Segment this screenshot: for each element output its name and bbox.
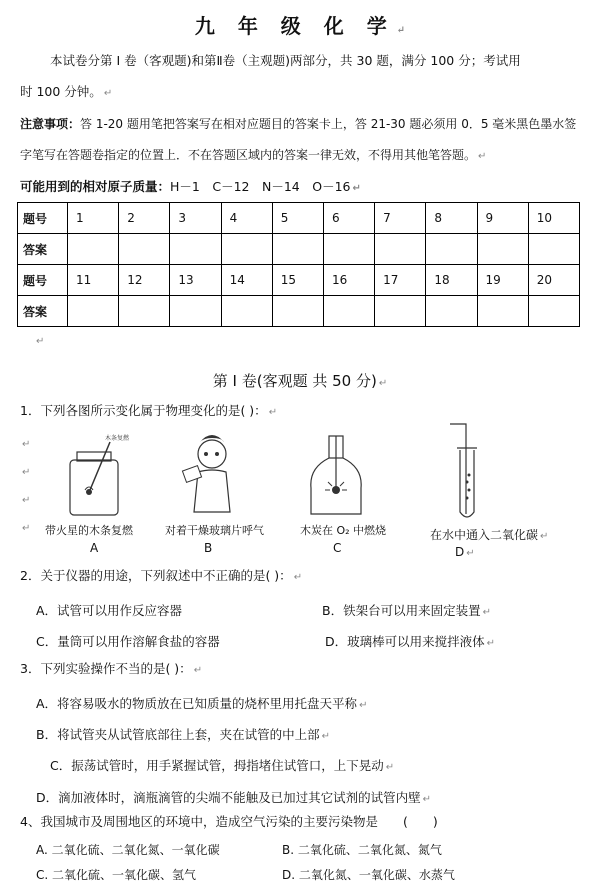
return-marks: ↵ ↵ ↵ ↵	[22, 439, 31, 534]
header-cell-answer: 答案	[18, 234, 68, 265]
question-2-option-d: D．玻璃棒可以用来搅拌液体 ↵	[325, 634, 496, 649]
answer-cell[interactable]	[272, 296, 323, 327]
answer-cell[interactable]	[221, 296, 272, 327]
figure-b-letter: B	[204, 541, 213, 555]
question-number-cell: 19	[477, 265, 528, 296]
answer-cell[interactable]	[68, 296, 119, 327]
notes-line-1: 注意事项：答 1-20 题用笔把答案写在相对应题目的答案卡上，答 21-30 题必须用 0．5 毫米黑色墨水签	[20, 117, 577, 131]
answer-cell[interactable]	[426, 234, 477, 265]
question-3-option-b: B．将试管夹从试管底部往上套，夹在试管的中上部 ↵	[36, 727, 330, 742]
question-4-option-a: A. 二氧化硫、二氧化氮、一氧化碳	[36, 843, 220, 857]
intro-line-2: 时 100 分钟。 ↵	[20, 84, 113, 99]
figure-c-bottle	[303, 428, 373, 520]
header-cell-answer: 答案	[18, 296, 68, 327]
question-number-cell: 2	[119, 203, 170, 234]
answer-cell[interactable]	[68, 234, 119, 265]
question-number-cell: 1	[68, 203, 119, 234]
figure-c-caption: 木炭在 O₂ 中燃烧	[300, 524, 387, 537]
question-4-option-c: C. 二氧化硫、一氧化碳、氢气	[36, 868, 197, 882]
question-2-option-c: C．量筒可以用作溶解食盐的容器	[36, 634, 220, 649]
answer-cell[interactable]	[119, 296, 170, 327]
atomic-mass-line: 可能用到的相对原子质量：H－1 C－12 N－14 O－16 ↵	[20, 179, 361, 194]
question-number-cell: 4	[221, 203, 272, 234]
header-cell-question: 题号	[18, 203, 68, 234]
question-number-cell: 7	[375, 203, 426, 234]
figure-d-caption: 在水中通入二氧化碳 ↵	[430, 528, 549, 542]
figure-b-person	[180, 432, 240, 517]
table-row	[18, 234, 580, 265]
question-4-option-b: B. 二氧化硫、二氧化氮、氮气	[282, 843, 442, 857]
figure-d-letter: D ↵	[455, 545, 475, 559]
question-3-option-c: C．振荡试管时，用手紧握试管，拇指堵住试管口，上下晃动 ↵	[50, 758, 395, 773]
exam-title: 九 年 级 化 学 ↵	[194, 14, 406, 38]
question-3-stem: 3．下列实验操作不当的是( )： ↵	[20, 661, 203, 676]
question-number-cell: 13	[170, 265, 221, 296]
question-3-option-a: A．将容易吸水的物质放在已知质量的烧杯里用托盘天平称 ↵	[36, 696, 368, 711]
question-number-cell: 16	[323, 265, 374, 296]
question-number-cell: 8	[426, 203, 477, 234]
question-number-cell: 15	[272, 265, 323, 296]
question-number-cell: 11	[68, 265, 119, 296]
figure-a-caption: 带火星的木条复燃	[45, 524, 133, 537]
answer-cell[interactable]	[323, 234, 374, 265]
figure-a-label: 木条复燃	[105, 435, 130, 442]
figure-c-letter: C	[333, 541, 342, 555]
figure-d-test-tube	[440, 420, 490, 525]
question-number-cell: 6	[323, 203, 374, 234]
answer-cell[interactable]	[323, 296, 374, 327]
header-cell-question: 题号	[18, 265, 68, 296]
figure-a-jar	[55, 430, 140, 520]
table-row	[18, 265, 580, 296]
intro-line-1: 本试卷分第 I 卷（客观题)和第Ⅱ卷（主观题)两部分，共 30 题，满分 100 分；考试用	[50, 53, 521, 68]
question-number-cell: 5	[272, 203, 323, 234]
return-mark: ↵	[36, 336, 45, 347]
table-row	[18, 203, 580, 234]
question-4-stem: 4、我国城市及周围地区的环境中，造成空气污染的主要污染物是 ( )	[20, 814, 438, 829]
question-number-cell: 14	[221, 265, 272, 296]
answer-cell[interactable]	[375, 296, 426, 327]
question-2-option-b: B．铁架台可以用来固定装置 ↵	[322, 603, 491, 618]
question-number-cell: 18	[426, 265, 477, 296]
answer-cell[interactable]	[477, 296, 528, 327]
answer-cell[interactable]	[375, 234, 426, 265]
table-row	[18, 296, 580, 327]
answer-cell[interactable]	[528, 296, 579, 327]
question-2-stem: 2．关于仪器的用途，下列叙述中不正确的是( )： ↵	[20, 568, 303, 583]
figure-a-letter: A	[90, 541, 99, 555]
question-number-cell: 3	[170, 203, 221, 234]
answer-cell[interactable]	[477, 234, 528, 265]
answer-cell[interactable]	[272, 234, 323, 265]
answer-cell[interactable]	[528, 234, 579, 265]
answer-cell[interactable]	[119, 234, 170, 265]
notes-line-2: 字笔写在答题卷指定的位置上．不在答题区域内的答案一律无效，不得用其他笔答题。 ↵	[20, 148, 487, 162]
figure-b-caption: 对着干燥玻璃片呼气	[165, 524, 264, 537]
question-2-option-a: A．试管可以用作反应容器	[36, 603, 183, 618]
question-4-option-d: D. 二氧化氮、一氧化碳、水蒸气	[282, 868, 455, 882]
answer-cell[interactable]	[170, 296, 221, 327]
answer-table	[17, 202, 580, 327]
question-3-option-d: D．滴加液体时，滴瓶滴管的尖端不能触及已加过其它试剂的试管内壁 ↵	[36, 790, 432, 805]
question-number-cell: 20	[528, 265, 579, 296]
section-title: 第 I 卷(客观题 共 50 分) ↵	[212, 372, 388, 390]
question-number-cell: 10	[528, 203, 579, 234]
question-number-cell: 17	[375, 265, 426, 296]
answer-cell[interactable]	[170, 234, 221, 265]
question-1-stem: 1．下列各图所示变化属于物理变化的是( )： ↵	[20, 403, 278, 418]
question-number-cell: 12	[119, 265, 170, 296]
question-number-cell: 9	[477, 203, 528, 234]
answer-cell[interactable]	[221, 234, 272, 265]
answer-cell[interactable]	[426, 296, 477, 327]
